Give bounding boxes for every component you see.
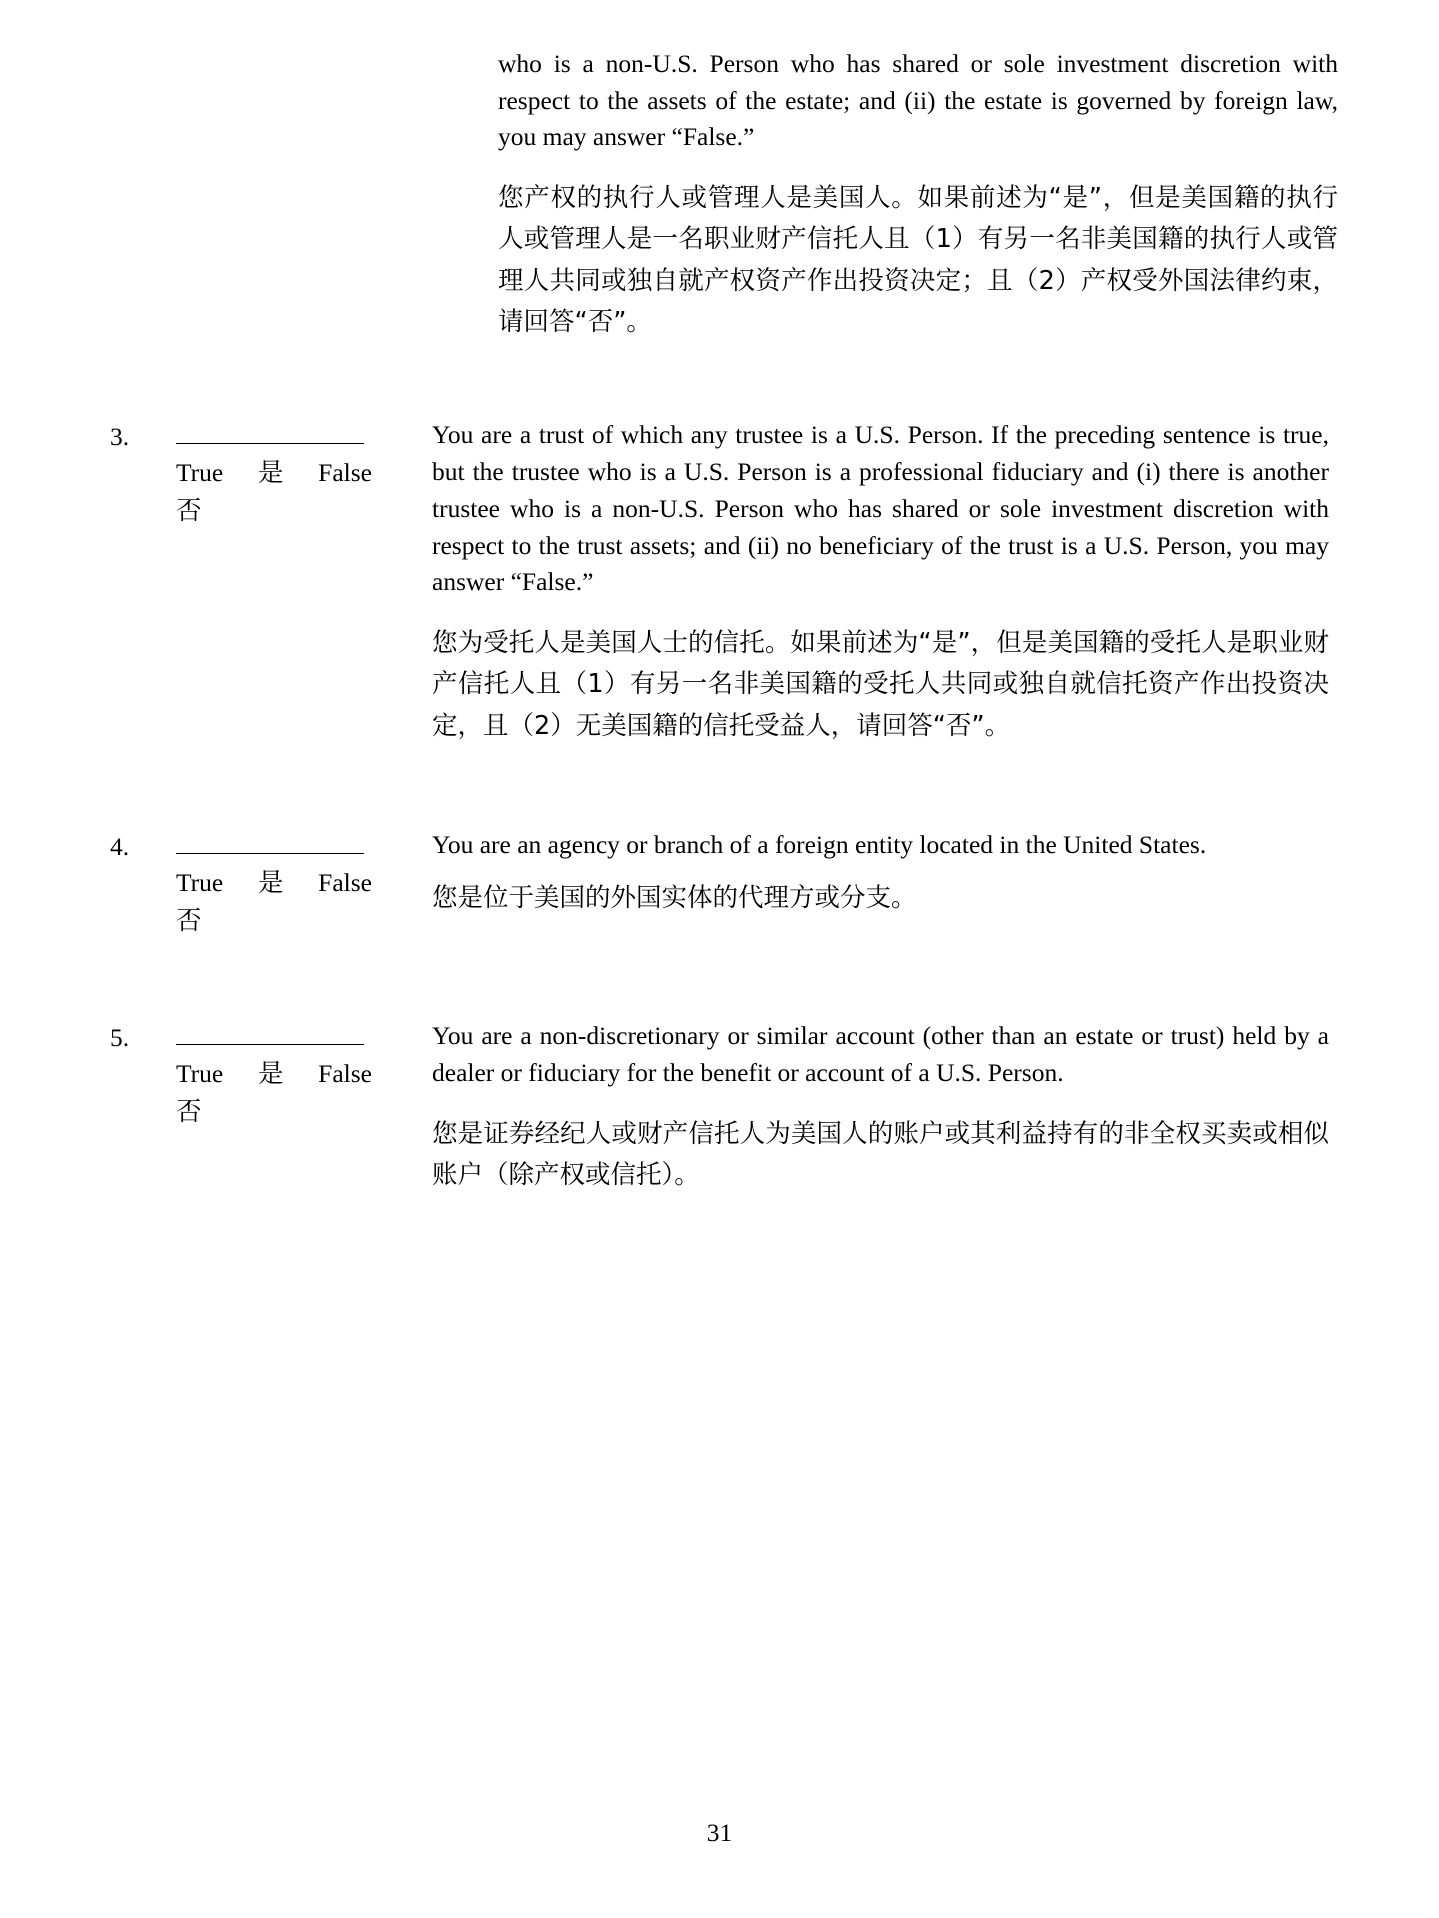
question-item-4 — [110, 827, 1329, 940]
false-label-zh-3[interactable]: 否 — [176, 496, 202, 527]
question-chinese-4: 您是位于美国的外国实体的代理方或分支。 — [432, 882, 917, 913]
answer-blank-3[interactable] — [176, 419, 364, 444]
question-body-3 — [432, 417, 1329, 746]
continuation-english-text: who is a non-U.S. Person who has shared or sole investment discretion with respect to the assets of the estate; and (ii) the estate is governed by foreign law, you may answer “False.” — [498, 49, 1338, 152]
answer-blank-4[interactable] — [176, 829, 364, 854]
answer-column-3 — [170, 417, 432, 530]
false-label-5[interactable]: False — [318, 1059, 372, 1089]
question-body-5 — [432, 1018, 1329, 1196]
false-label-zh-4[interactable]: 否 — [176, 905, 202, 936]
false-label-3[interactable]: False — [318, 458, 372, 488]
question-item-3 — [110, 417, 1329, 746]
false-label-4[interactable]: False — [318, 867, 372, 897]
question-number-4: 4. — [110, 831, 130, 861]
true-label-zh-3[interactable]: 是 — [257, 458, 284, 489]
question-chinese-3: 您为受托人是美国人士的信托。如果前述为“是”，但是美国籍的受托人是职业财产信托人且（1）有另一名非美国籍的受托人共同或独自就信托资产作出投资决定，且（2）无美国籍的信托受益人，请回答“否”。 — [432, 627, 1329, 741]
page-number: 31 — [706, 1818, 733, 1847]
true-label-5[interactable]: True — [176, 1059, 224, 1089]
question-english-4: You are an agency or branch of a foreign entity located in the United States. — [432, 829, 1207, 859]
question-english-3: You are a trust of which any trustee is a U.S. Person. If the preceding sentence is true, but the trustee who is a U.S. Person is a professional fiduciary and (i) there is another trustee who is a non-U.S. Person who has shared or sole investment discretion with respect to the trust assets; and (ii) no beneficiary of the trust is a U.S. Person, you may answer “False.” — [432, 420, 1329, 597]
answer-blank-5[interactable] — [176, 1020, 364, 1045]
question-number-3: 3. — [110, 422, 130, 452]
answer-labels-3 — [176, 454, 372, 530]
question-chinese-5: 您是证券经纪人或财产信托人为美国人的账户或其利益持有的非全权买卖或相似账户（除产权或信托）。 — [432, 1118, 1329, 1191]
answer-column-4 — [170, 827, 432, 940]
answer-column-5 — [170, 1018, 432, 1131]
continuation-block — [498, 46, 1338, 343]
question-english-5: You are a non-discretionary or similar account (other than an estate or trust) held by a dealer or fiduciary for the benefit or account of a U.S. Person. — [432, 1021, 1329, 1088]
true-label-zh-5[interactable]: 是 — [257, 1059, 284, 1090]
question-body-4 — [432, 827, 1329, 919]
false-label-zh-5[interactable]: 否 — [176, 1097, 202, 1128]
answer-labels-4 — [176, 864, 372, 940]
true-label-zh-4[interactable]: 是 — [257, 867, 284, 898]
true-label-4[interactable]: True — [176, 867, 224, 897]
answer-labels-5 — [176, 1055, 372, 1131]
question-number-5: 5. — [110, 1023, 130, 1053]
true-label-3[interactable]: True — [176, 458, 224, 488]
continuation-chinese-text: 您产权的执行人或管理人是美国人。如果前述为“是”，但是美国籍的执行人或管理人是一名职业财产信托人且（1）有另一名非美国籍的执行人或管理人共同或独自就产权资产作出投资决定；且（2）产权受外国法律约束，请回答“否”。 — [498, 183, 1338, 338]
question-item-5 — [110, 1018, 1329, 1196]
